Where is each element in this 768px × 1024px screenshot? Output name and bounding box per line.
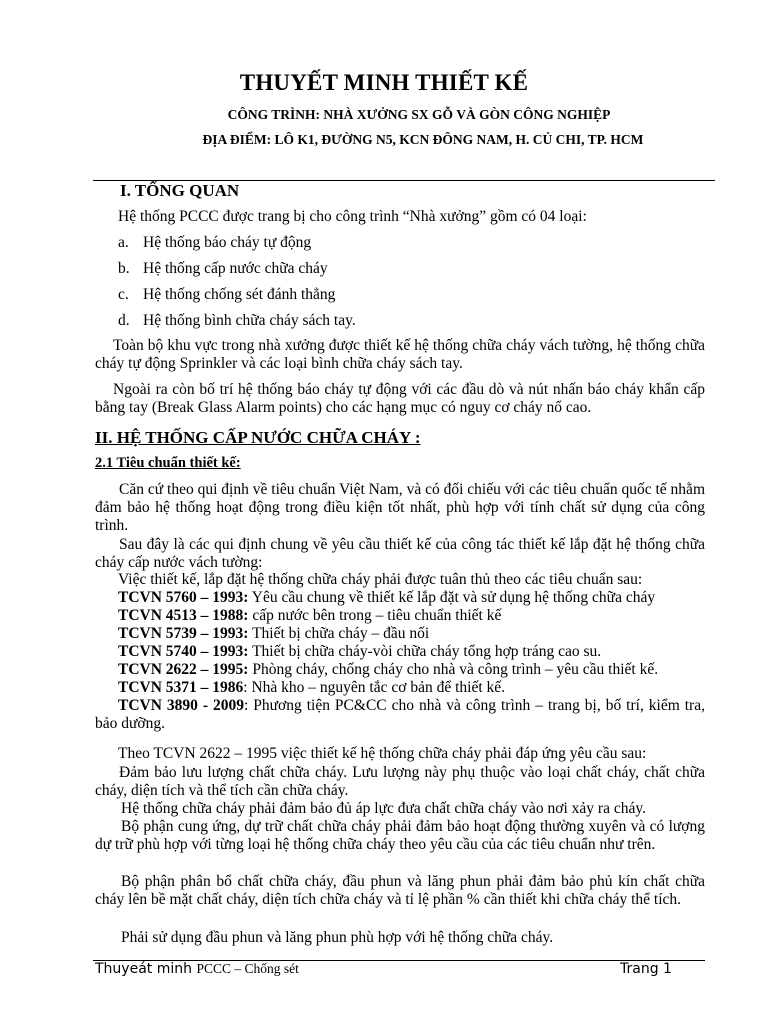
list-item bbox=[118, 286, 335, 304]
standard-code: TCVN 5371 – 1986 bbox=[118, 679, 244, 696]
section-2-heading: II. HỆ THỐNG CẤP NƯỚC CHỮA CHÁY : bbox=[95, 428, 421, 447]
standard-code: TCVN 5760 – 1993: bbox=[118, 589, 249, 606]
standard-code: TCVN 5739 – 1993: bbox=[118, 625, 249, 642]
list-text: Hệ thống cấp nước chữa cháy bbox=[143, 260, 328, 277]
standard-item bbox=[118, 643, 601, 661]
paragraph: Bộ phận phân bổ chất chữa cháy, đầu phun và lăng phun phải đảm bảo phủ kín chất chữa cháy lên bề mặt chất cháy, diện tích chữa cháy và tỉ lệ phần % cần thiết khi chữa cháy thể tích. bbox=[95, 873, 705, 908]
document-title: THUYẾT MINH THIẾT KẾ bbox=[239, 70, 529, 95]
list-text: Hệ thống chống sét đánh thẳng bbox=[143, 286, 336, 303]
page-number: Trang 1 bbox=[620, 961, 672, 977]
list-marker: d. bbox=[118, 312, 130, 329]
standard-code: TCVN 3890 - 2009 bbox=[118, 697, 244, 714]
standard-item bbox=[118, 607, 501, 625]
list-item bbox=[118, 260, 328, 278]
project-name: CÔNG TRÌNH: NHÀ XƯỞNG SX GỖ VÀ GÒN CÔNG NGHIỆP bbox=[227, 107, 611, 122]
list-marker: a. bbox=[118, 234, 129, 251]
footer-title-part: Thuyeát minh bbox=[95, 961, 197, 977]
standard-desc: cấp nước bên trong – tiêu chuẩn thiết kế bbox=[248, 607, 502, 624]
paragraph: Đảm bảo lưu lượng chất chữa cháy. Lưu lượng này phụ thuộc vào loại chất cháy, chất chữa cháy, diện tích và thể tích cần chữa cháy. bbox=[95, 764, 705, 799]
standard-item bbox=[118, 589, 655, 607]
paragraph: Căn cứ theo qui định về tiêu chuẩn Việt Nam, và có đối chiếu với các tiêu chuẩn quốc tế nhằm đảm bảo hệ thống hoạt động trong điều kiện tốt nhất, phù hợp với tính chất sử dụng của công trình. bbox=[95, 481, 705, 534]
paragraph: Hệ thống chữa cháy phải đảm bảo đủ áp lực đưa chất chữa cháy vào nơi xảy ra cháy. bbox=[121, 800, 646, 817]
standard-desc: Yêu cầu chung về thiết kế lắp đặt và sử dụng hệ thống chữa cháy bbox=[248, 589, 656, 606]
paragraph: Phải sử dụng đầu phun và lăng phun phù hợp với hệ thống chữa cháy. bbox=[121, 929, 554, 946]
paragraph: Sau đây là các qui định chung về yêu cầu thiết kế của công tác thiết kế lắp đặt hệ thống chữa cháy cấp nước vách tường: bbox=[95, 536, 705, 571]
paragraph: Việc thiết kế, lắp đặt hệ thống chữa cháy phải được tuân thủ theo các tiêu chuẩn sau: bbox=[118, 571, 643, 588]
standard-desc: : Nhà kho – nguyên tắc cơ bản để thiết kế. bbox=[243, 679, 506, 696]
list-marker: b. bbox=[118, 260, 130, 277]
list-item bbox=[118, 234, 311, 252]
standard-code: TCVN 5740 – 1993: bbox=[118, 643, 249, 660]
standard-code: TCVN 2622 – 1995: bbox=[118, 661, 249, 678]
paragraph: Toàn bộ khu vực trong nhà xưởng được thiết kế hệ thống chữa cháy vách tường, hệ thống chữa cháy tự động Sprinkler và các loại bình chữa cháy sách tay. bbox=[95, 337, 705, 372]
paragraph: Bộ phận cung ứng, dự trữ chất chữa cháy phải đảm bảo hoạt động thường xuyên và có lượng dự trữ phù hợp với từng loại hệ thống chữa cháy theo yêu cầu của các tiêu chuẩn như trên. bbox=[95, 818, 705, 853]
standard-item bbox=[95, 697, 705, 733]
list-text: Hệ thống bình chữa cháy sách tay. bbox=[143, 312, 356, 329]
paragraph: Ngoài ra còn bố trí hệ thống báo cháy tự động với các đầu dò và nút nhấn báo cháy khẩn cấp bằng tay (Break Glass Alarm points) cho các hạng mục có nguy cơ cháy nổ cao. bbox=[95, 381, 705, 416]
list-item bbox=[118, 312, 356, 330]
standard-code: TCVN 4513 – 1988: bbox=[118, 607, 249, 624]
standard-desc: : Phương tiện PC&CC cho nhà và công trình – trang bị, bố trí, kiểm tra, bảo dưỡng. bbox=[95, 697, 705, 732]
standard-item bbox=[118, 679, 505, 697]
project-location: ĐỊA ĐIỂM: LÔ K1, ĐƯỜNG N5, KCN ĐÔNG NAM, H. CỦ CHI, TP. HCM bbox=[202, 132, 644, 147]
standard-desc: Thiết bị chữa cháy-vòi chữa cháy tổng hợp tráng cao su. bbox=[248, 643, 602, 660]
section-2-1-heading: 2.1 Tiêu chuẩn thiết kế: bbox=[95, 455, 241, 471]
standard-desc: Phòng cháy, chống cháy cho nhà và công trình – yêu cầu thiết kế. bbox=[248, 661, 659, 678]
list-text: Hệ thống báo cháy tự động bbox=[143, 234, 312, 251]
footer-title bbox=[95, 961, 299, 978]
paragraph: Theo TCVN 2622 – 1995 việc thiết kế hệ thống chữa cháy phải đáp ứng yêu cầu sau: bbox=[118, 745, 647, 762]
standard-item bbox=[118, 625, 429, 643]
standard-desc: Thiết bị chữa cháy – đầu nối bbox=[248, 625, 430, 642]
standard-item bbox=[118, 661, 658, 679]
section-1-heading: I. TỔNG QUAN bbox=[120, 181, 240, 200]
footer-title-part: PCCC – Chống sét bbox=[196, 961, 299, 976]
section-1-intro: Hệ thống PCCC được trang bị cho công trình “Nhà xưởng” gồm có 04 loại: bbox=[118, 208, 587, 225]
list-marker: c. bbox=[118, 286, 129, 303]
